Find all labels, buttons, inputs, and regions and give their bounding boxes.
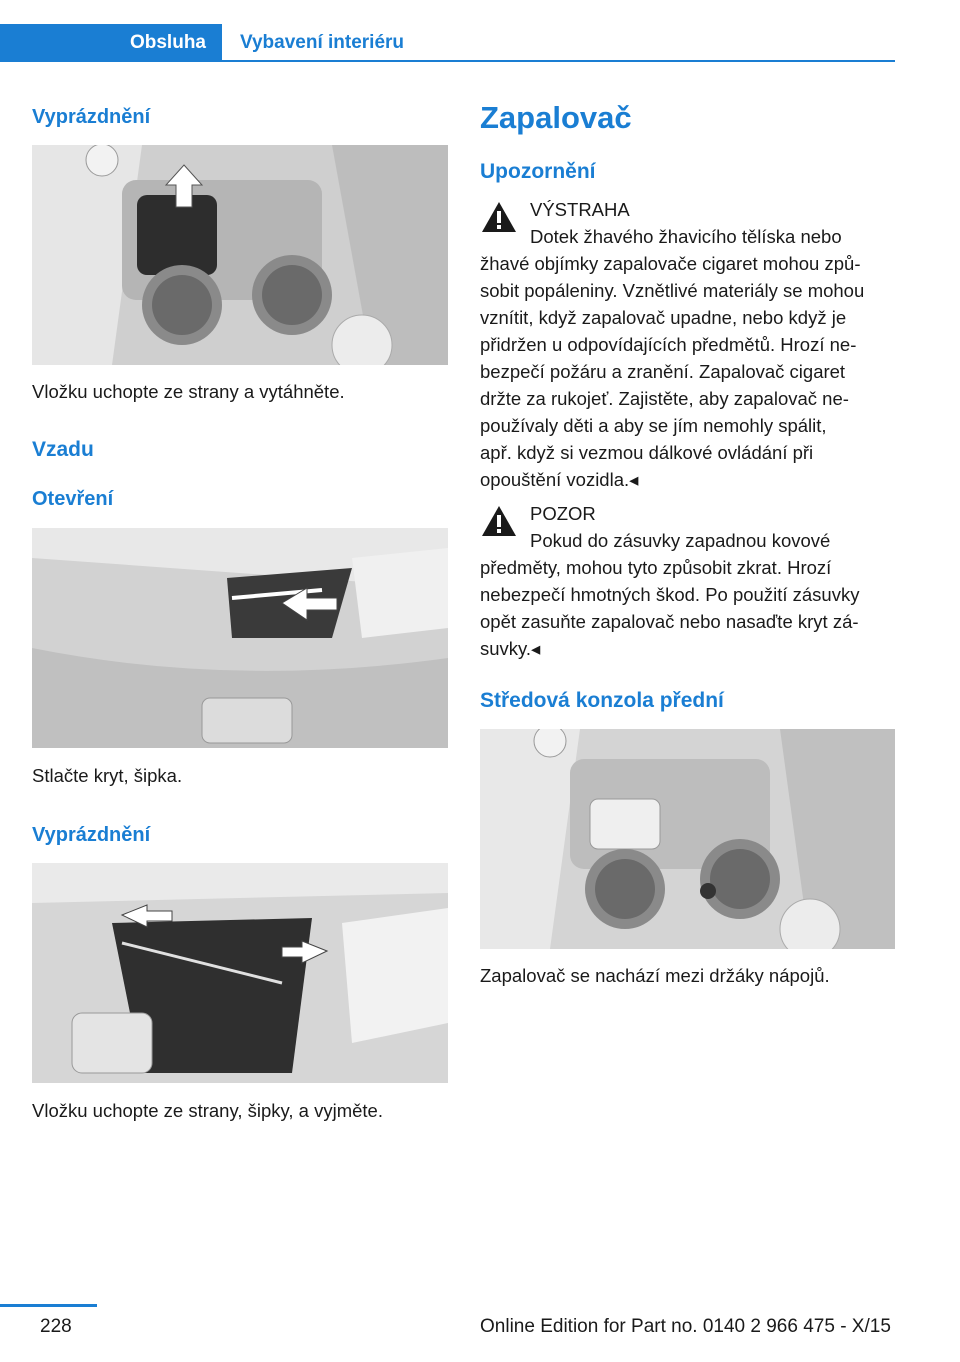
photo-front-console-lighter [480, 729, 895, 949]
warning-triangle-icon [480, 504, 518, 538]
header-tabs [0, 24, 895, 62]
photo-rear-door-cover [32, 528, 448, 748]
warning-triangle-icon [480, 200, 518, 234]
tab-underline [222, 60, 895, 62]
warning-label: POZOR [530, 503, 596, 524]
heading-vzadu: Vzadu [32, 438, 94, 461]
edition-note: Online Edition for Part no. 0140 2 966 475 - X/15 [480, 1316, 891, 1337]
warning-first-line: Pokud do zásuvky zapadnou kovové [530, 530, 831, 551]
warning-text: žhavé objímky zapalovače cigaret mohou způ- sobit popáleniny. Vznětlivé materiály se mohou vznítit, když zapalovač upadne, nebo když je přidržen u odpovídajících předmětů. Hrozí ne- bezpečí požáru a zranění. Zapalovač cigaret držte za rukojeť. Zajistěte, aby zapalovač ne- používaly děti a aby se jím nemohly spálit, apř. když si vezmou dálkové ovládání při opouštění vozidla.◂ [480, 253, 865, 490]
title-zapalovac: Zapalovač [480, 100, 632, 135]
warning-vystraha [480, 196, 900, 490]
heading-vyprazdneni-1: Vyprázdnění [32, 106, 151, 128]
footer-divider [0, 1304, 97, 1307]
tab-vybaveni-interieru[interactable]: Vybavení interiéru [240, 32, 405, 53]
caption-otevreni: Stlačte kryt, šipka. [32, 765, 183, 786]
heading-stredova-konzola: Středová konzola přední [480, 689, 724, 712]
warning-text: předměty, mohou tyto způsobit zkrat. Hrozí nebezpečí hmotných škod. Po použití zásuvky opět zasuňte zapalovač nebo nasaďte kryt zá- suvky.◂ [480, 557, 860, 659]
caption-stredova-konzola: Zapalovač se nachází mezi držáky nápojů. [480, 965, 830, 986]
heading-upozorneni: Upozornění [480, 160, 596, 183]
warning-label: VÝSTRAHA [530, 199, 630, 220]
heading-vyprazdneni-2: Vyprázdnění [32, 824, 151, 846]
warning-pozor [480, 500, 900, 660]
caption-vyprazdneni-1: Vložku uchopte ze strany a vytáhněte. [32, 381, 345, 402]
tab-obsluha[interactable]: Obsluha [0, 24, 222, 62]
photo-front-console-ashtray [32, 145, 448, 365]
photo-rear-ashtray-removal [32, 863, 448, 1083]
page-number: 228 [40, 1316, 72, 1337]
heading-otevreni: Otevření [32, 488, 114, 510]
caption-vyprazdneni-2: Vložku uchopte ze strany, šipky, a vyjměte. [32, 1100, 383, 1121]
warning-first-line: Dotek žhavého žhavicího tělíska nebo [530, 226, 842, 247]
